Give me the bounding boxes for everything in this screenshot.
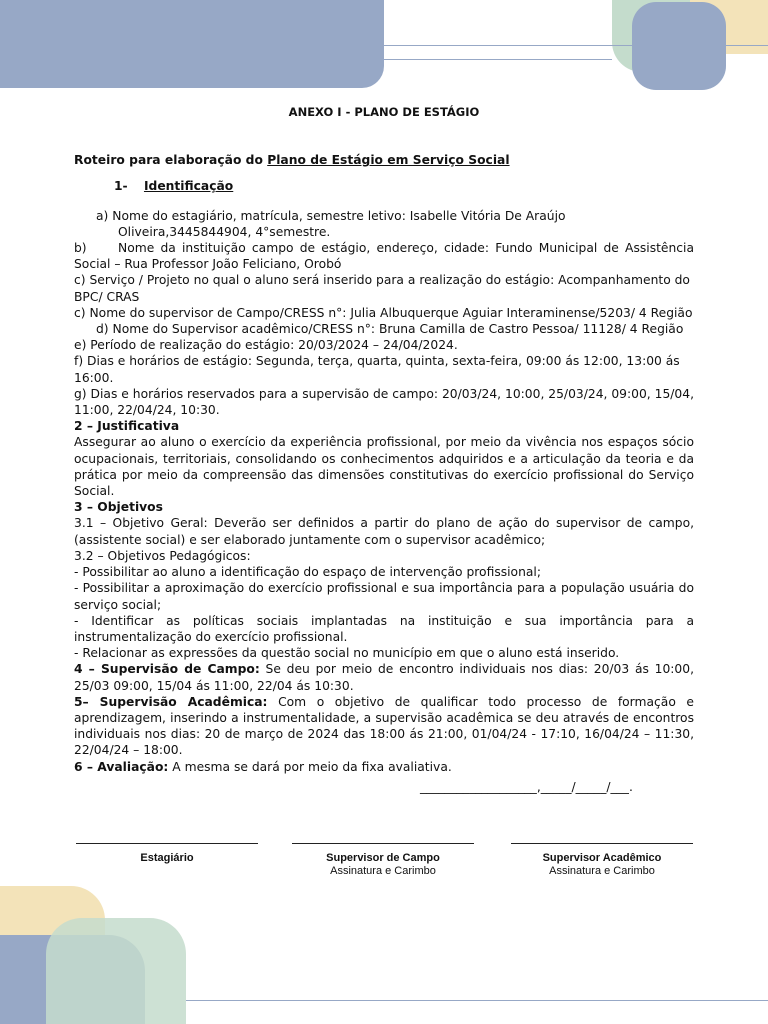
item-g: g) Dias e horários reservados para a supervisão de campo: 20/03/24, 10:00, 25/03/24, 09:00, 15/04, 11:00, 22/04/24, 10:30. [74, 386, 694, 418]
item-a: a) Nome do estagiário, matrícula, semestre letivo: Isabelle Vitória De Araújo Oliveira,3445844904, 4°semestre. [96, 208, 566, 239]
item-c-service: c) Serviço / Projeto no qual o aluno será inserido para a realização do estágio: Acompanhamento do BPC/ CRAS [74, 273, 690, 304]
section-5-text: Com o objetivo de qualificar todo processo de formação e aprendizagem, inserindo a instrumentalidade, a supervisão acadêmica se deu através de encontros individuais nos dias: 20 de março de 2024 das 18:00 ás 21:00, 01/04/24 - 17:10, 16/04/24 – 11:30, 22/04/24 – 18:00. [74, 694, 694, 758]
signature-sub: Assinatura e Carimbo [330, 865, 436, 877]
header-rule-right [384, 45, 768, 46]
section-5 [74, 694, 694, 759]
signature-sub: Assinatura e Carimbo [549, 865, 655, 877]
objective-pedagogical-heading: 3.2 – Objetivos Pedagógicos: [74, 548, 251, 563]
item-e: e) Período de realização do estágio: 20/03/2024 – 24/04/2024. [74, 338, 458, 353]
item-b-label: b) [74, 241, 87, 256]
objective-bullet-1: - Possibilitar ao aluno a identificação do espaço de intervenção profissional; [74, 565, 541, 580]
header-rule-left [128, 59, 612, 60]
date-place-line: ___________________,_____/_____/___. [420, 780, 633, 794]
signature-name: Estagiário [140, 852, 194, 864]
section-1-title: Identificação [143, 179, 234, 194]
document-body [74, 104, 694, 775]
signature-name: Supervisor de Campo [326, 852, 440, 864]
section-5-title: 5– Supervisão Acadêmica: [74, 694, 268, 709]
item-d: d) Nome do Supervisor acadêmico/CRESS n°: Bruna Camilla de Castro Pessoa/ 11128/ 4 Região [96, 322, 684, 337]
item-b-text: Nome da instituição campo de estágio, endereço, cidade: Fundo Municipal de Assistência Social – Rua Professor João Feliciano, Orobó [74, 241, 694, 272]
footer-green-shape [46, 918, 186, 1024]
section-6-text: A mesma se dará por meio da fixa avaliativa. [172, 759, 452, 774]
section-4-text: Se deu por meio de encontro individuais nos dias: 20/03 ás 10:00, 25/03 09:00, 15/04 ás 11:00, 22/04 ás 10:30. [74, 662, 694, 693]
objective-general: 3.1 – Objetivo Geral: Deverão ser definidos a partir do plano de ação do supervisor de campo, (assistente social) e ser elaborado juntamente com o supervisor acadêmico; [74, 516, 694, 547]
section-2-title: 2 – Justificativa [74, 419, 180, 434]
section-1-number: 1- [114, 179, 128, 194]
objective-bullet-2: - Possibilitar a aproximação do exercício profissional e sua importância para a população usuária do serviço social; [74, 581, 694, 612]
signature-line [292, 843, 474, 844]
section-6-title: 6 – Avaliação: [74, 759, 169, 774]
roteiro-plan-title: Plano de Estágio em Serviço Social [267, 153, 510, 168]
signature-line [511, 843, 693, 844]
section-2-text: Assegurar ao aluno o exercício da experiência profissional, por meio da vivência nos espaços sócio ocupacionais, territoriais, consolidando os conhecimentos adquiridos e a articulação da teoria e da prática por meio da compreensão das dimensões constitutivas do exercício profissional do Serviço Social. [74, 435, 694, 499]
section-4 [74, 661, 694, 693]
section-4-title: 4 – Supervisão de Campo: [74, 662, 260, 677]
roteiro-line [74, 152, 694, 168]
signature-academic-supervisor [511, 843, 693, 878]
section-6 [74, 759, 694, 775]
footer-rule [186, 1000, 768, 1001]
objective-bullet-4: - Relacionar as expressões da questão social no município em que o aluno está inserido. [74, 646, 620, 661]
document-title: ANEXO I - PLANO DE ESTÁGIO [288, 105, 480, 119]
item-f: f) Dias e horários de estágio: Segunda, terça, quarta, quinta, sexta-feira, 09:00 ás 12:00, 13:00 ás 16:00. [74, 354, 680, 385]
item-c-supervisor: c) Nome do supervisor de Campo/CRESS n°: Julia Albuquerque Aguiar Interaminense/5203/ 4 Região [74, 305, 693, 320]
signature-intern [76, 843, 258, 865]
signature-name: Supervisor Acadêmico [542, 852, 662, 864]
section-3-title: 3 – Objetivos [74, 500, 163, 515]
objective-bullet-3: - Identificar as políticas sociais implantadas na instituição e sua importância para a instrumentalização do exercício profissional. [74, 613, 694, 644]
roteiro-prefix: Roteiro para elaboração do [74, 153, 263, 168]
header-blue-square-shape [632, 2, 726, 90]
signature-line [76, 843, 258, 844]
header-blue-shape [0, 0, 384, 88]
section-1-heading [114, 178, 694, 194]
signature-field-supervisor [292, 843, 474, 878]
